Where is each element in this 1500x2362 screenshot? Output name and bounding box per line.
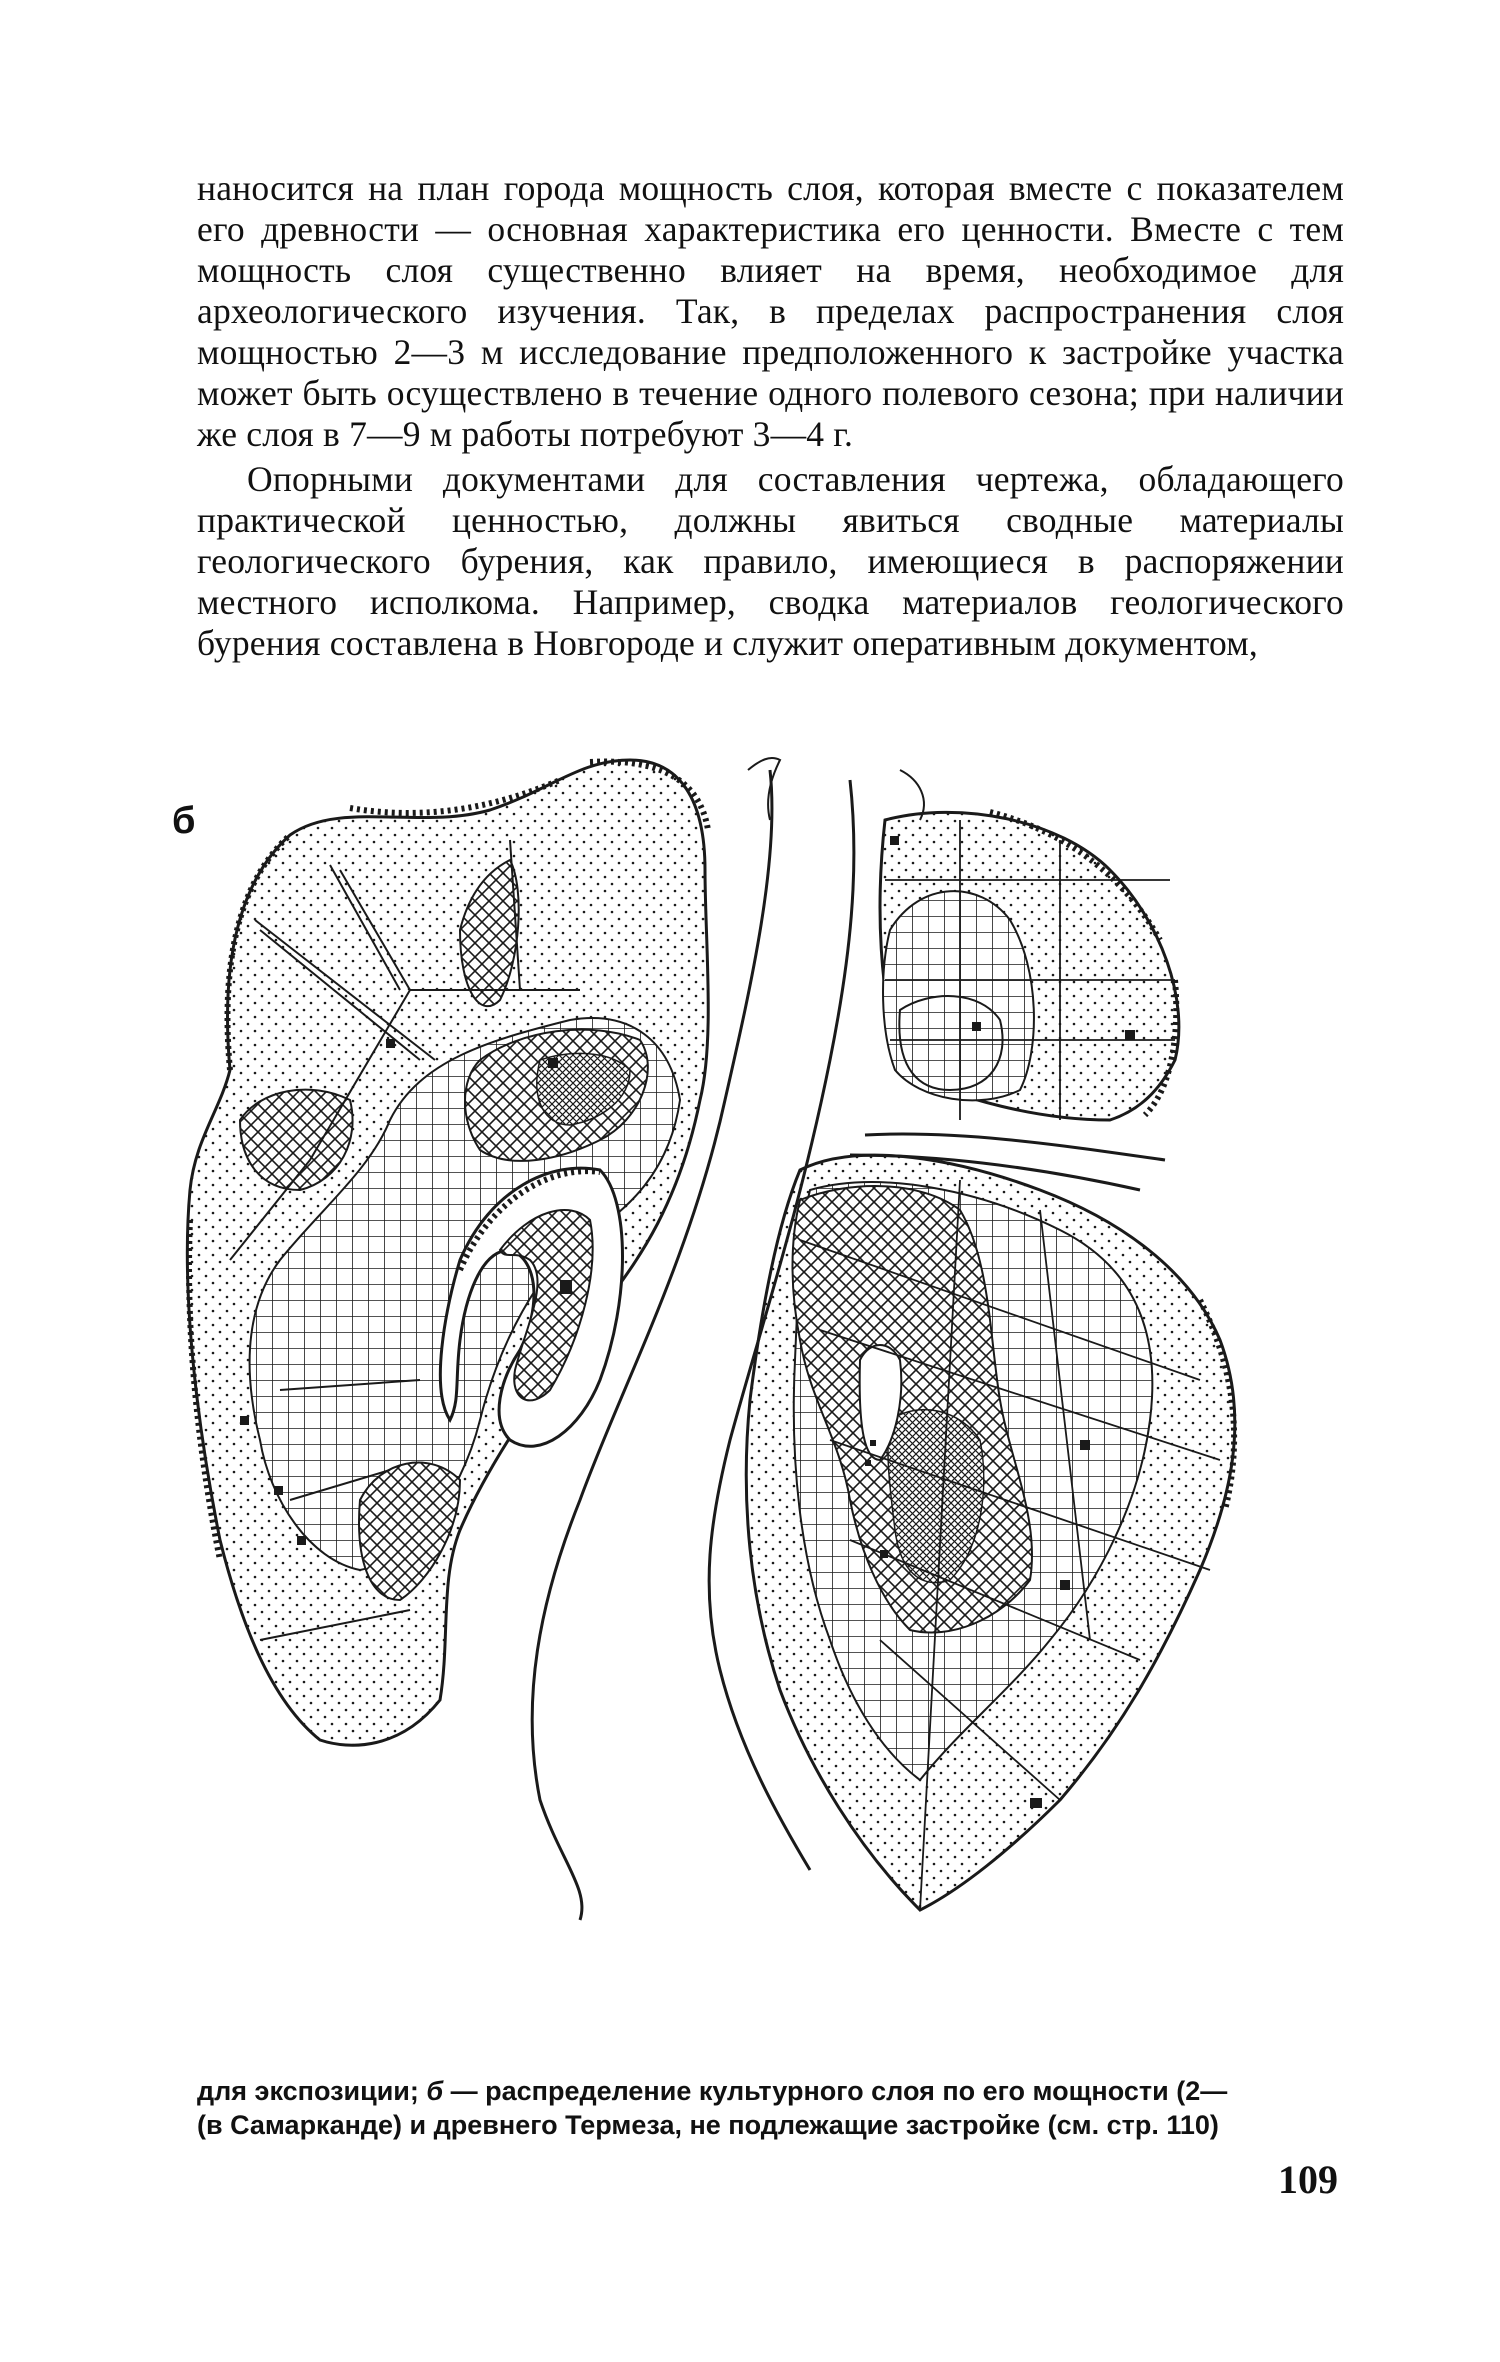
- page-number: 109: [1278, 2157, 1338, 2202]
- city-plan-figure: [160, 740, 1380, 2020]
- caption-lead: для экспозиции;: [197, 2076, 427, 2106]
- figure-label: б: [172, 800, 196, 842]
- right-lower-settlement: [746, 1155, 1235, 1910]
- left-settlement: [187, 760, 708, 1745]
- caption-line-1-rest: — распределение культурного слоя по его мощности (2—: [443, 2076, 1228, 2106]
- paragraph-2: Опорными документами для составления чертежа, обладающего практической ценностью, должны явиться сводные материалы геологического бурения, как правило, имеющиеся в распоряжении местного исполкома. Например, сводка материалов геологического бурения составлена в Новгороде и служит оперативным документом,: [197, 459, 1344, 663]
- body-text: [197, 168, 1344, 664]
- caption-line-1: [197, 2074, 1344, 2108]
- paragraph-1: наносится на план города мощность слоя, которая вместе с показателем его древности — основная характеристика его ценности. Вместе с тем мощность слоя существенно влияет на время, необходимое для археологического изучения. Так, в пределах распространения слоя мощностью 2—3 м исследование предположенного к застройке участка может быть осуществлено в течение одного полевого сезона; при наличии же слоя в 7—9 м работы потребуют 3—4 г.: [197, 168, 1344, 454]
- right-upper-settlement: [880, 812, 1179, 1120]
- caption-line-2: (в Самарканде) и древнего Термеза, не подлежащие застройке (см. стр. 110): [197, 2110, 1219, 2140]
- figure-caption: [197, 2074, 1344, 2142]
- city-plan-drawing: [160, 740, 1380, 2020]
- caption-label: б: [426, 2076, 444, 2106]
